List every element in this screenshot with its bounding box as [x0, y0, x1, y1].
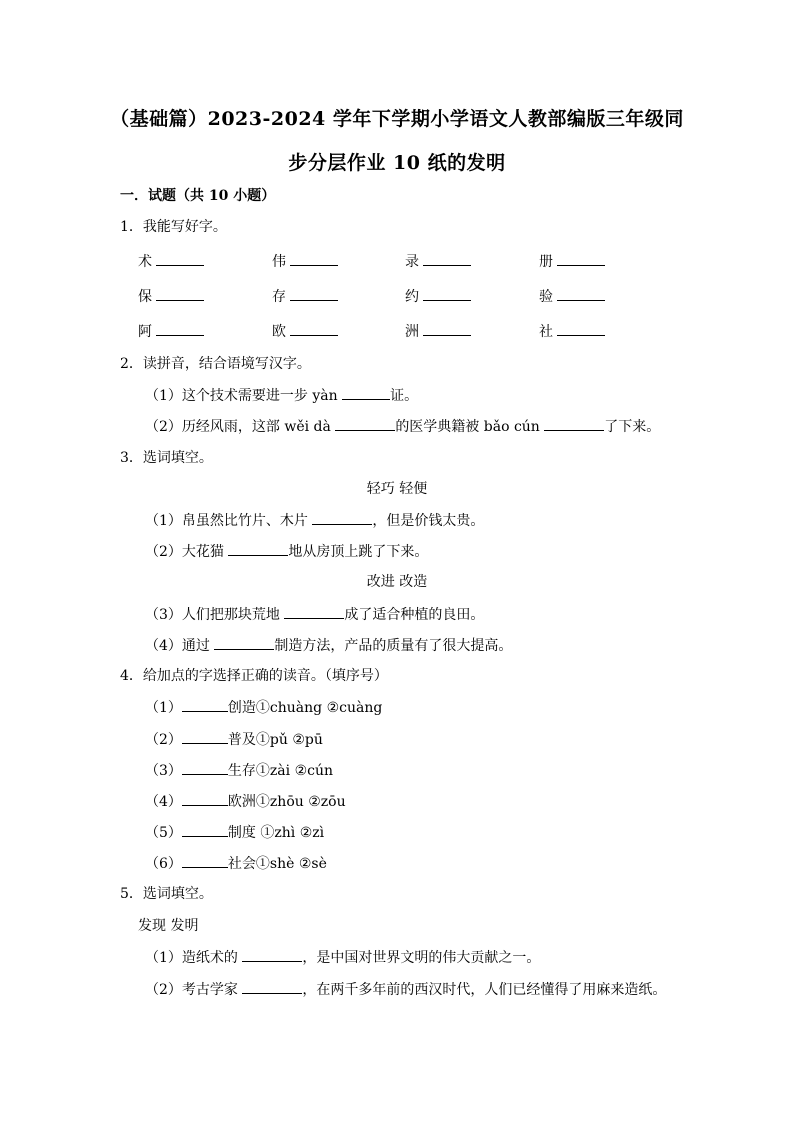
q4-item — [145, 730, 323, 749]
item-text: 普及①pǔ ②pū — [227, 732, 323, 748]
page-title-line1: （基础篇）2023-2024 学年下学期小学语文人教部编版三年级同 — [110, 108, 684, 130]
q3-sentence-2 — [145, 542, 428, 561]
sentence-text: （1）帛虽然比竹片、木片 — [145, 513, 313, 529]
answer-blank[interactable] — [557, 322, 605, 336]
q1-char: 洲 — [405, 324, 419, 340]
q3-prompt: 3．选词填空。 — [120, 450, 213, 466]
item-text: 社会①shè ②sè — [227, 856, 327, 872]
item-text: 创造①chuàng ②cuàng — [227, 700, 383, 716]
q1-char: 录 — [405, 254, 419, 270]
q1-char-cell — [138, 322, 204, 341]
sentence-text: 制造方法，产品的质量有了很大提高。 — [274, 638, 513, 654]
q1-char: 伟 — [272, 254, 286, 270]
q3-word-choices-2: 改进 改造 — [366, 574, 428, 590]
sentence-text: （2）历经风雨，这部 wěi dà — [145, 419, 336, 435]
sentence-text: （4）通过 — [145, 638, 215, 654]
q4-item — [145, 792, 346, 811]
q1-char: 阿 — [138, 324, 152, 340]
answer-blank[interactable] — [182, 823, 228, 837]
answer-blank[interactable] — [156, 252, 204, 266]
answer-blank[interactable] — [290, 287, 338, 301]
q3-sentence-1 — [145, 511, 484, 530]
sentence-text: （2）考古学家 — [145, 982, 243, 998]
item-number: （1） — [145, 700, 182, 716]
answer-blank[interactable] — [423, 287, 471, 301]
q1-char-cell — [138, 287, 204, 306]
answer-blank[interactable] — [182, 792, 228, 806]
q1-char-cell — [272, 322, 338, 341]
q1-char-cell — [272, 252, 338, 271]
q5-word-choices: 发现 发明 — [138, 918, 199, 934]
page-title-line2: 步分层作业 10 纸的发明 — [288, 152, 506, 174]
q2-sentence-1 — [145, 386, 418, 405]
answer-blank[interactable] — [214, 636, 274, 650]
answer-blank[interactable] — [182, 698, 228, 712]
q4-item — [145, 698, 382, 717]
q1-char: 社 — [539, 324, 553, 340]
answer-blank[interactable] — [557, 287, 605, 301]
sentence-text: ，但是价钱太贵。 — [372, 513, 485, 529]
answer-blank[interactable] — [182, 761, 228, 775]
item-text: 欧洲①zhōu ②zōu — [227, 794, 346, 810]
q1-char-cell — [539, 322, 605, 341]
answer-blank[interactable] — [284, 605, 344, 619]
answer-blank[interactable] — [544, 417, 604, 431]
answer-blank[interactable] — [156, 287, 204, 301]
item-number: （4） — [145, 794, 182, 810]
q1-char: 保 — [138, 289, 152, 305]
q4-item — [145, 823, 324, 842]
q1-prompt: 1．我能写好字。 — [120, 219, 227, 235]
item-text: 生存①zài ②cún — [227, 763, 333, 779]
q4-prompt: 4．给加点的字选择正确的读音。（填序号） — [120, 668, 388, 684]
q1-char-cell — [405, 287, 471, 306]
answer-blank[interactable] — [423, 322, 471, 336]
q2-prompt: 2．读拼音，结合语境写汉字。 — [120, 356, 311, 372]
item-text: 制度 ①zhì ②zì — [227, 825, 325, 841]
item-number: （5） — [145, 825, 182, 841]
answer-blank[interactable] — [156, 322, 204, 336]
q3-word-choices-1: 轻巧 轻便 — [366, 481, 428, 497]
answer-blank[interactable] — [182, 854, 228, 868]
q1-char: 欧 — [272, 324, 286, 340]
q1-char-cell — [539, 252, 605, 271]
q4-item — [145, 854, 327, 873]
sentence-text: ，是中国对世界文明的伟大贡献之一。 — [302, 950, 541, 966]
q5-prompt: 5．选词填空。 — [120, 886, 213, 902]
sentence-text: 证。 — [390, 388, 419, 404]
answer-blank[interactable] — [242, 948, 302, 962]
sentence-text: 地从房顶上跳了下来。 — [288, 544, 429, 560]
q1-char: 册 — [539, 254, 553, 270]
sentence-text: （2）大花猫 — [145, 544, 229, 560]
q3-sentence-3 — [145, 605, 484, 624]
item-number: （2） — [145, 732, 182, 748]
sentence-text: ，在两千多年前的西汉时代，人们已经懂得了用麻来造纸。 — [302, 982, 667, 998]
answer-blank[interactable] — [335, 417, 395, 431]
answer-blank[interactable] — [342, 386, 390, 400]
q1-char-cell — [272, 287, 338, 306]
q1-char: 约 — [405, 289, 419, 305]
sentence-text: （1）这个技术需要进一步 yàn — [145, 388, 343, 404]
answer-blank[interactable] — [242, 980, 302, 994]
sentence-text: 了下来。 — [604, 419, 661, 435]
q1-char: 术 — [138, 254, 152, 270]
sentence-text: （3）人们把那块荒地 — [145, 607, 285, 623]
q3-sentence-4 — [145, 636, 512, 655]
answer-blank[interactable] — [312, 511, 372, 525]
q5-sentence-1 — [145, 948, 540, 967]
answer-blank[interactable] — [557, 252, 605, 266]
sentence-text: （1）造纸术的 — [145, 950, 243, 966]
q1-char-cell — [405, 322, 471, 341]
sentence-text: 的医学典籍被 bǎo cún — [395, 419, 545, 435]
q1-char-cell — [539, 287, 605, 306]
item-number: （6） — [145, 856, 182, 872]
answer-blank[interactable] — [423, 252, 471, 266]
q1-char-cell — [405, 252, 471, 271]
section-heading: 一．试题（共 10 小题） — [120, 188, 276, 204]
q1-char: 验 — [539, 289, 553, 305]
sentence-text: 成了适合种植的良田。 — [344, 607, 485, 623]
q1-char: 存 — [272, 289, 286, 305]
answer-blank[interactable] — [228, 542, 288, 556]
q5-sentence-2 — [145, 980, 666, 999]
answer-blank[interactable] — [182, 730, 228, 744]
q1-char-cell — [138, 252, 204, 271]
q2-sentence-2 — [145, 417, 660, 436]
item-number: （3） — [145, 763, 182, 779]
q4-item — [145, 761, 333, 780]
answer-blank[interactable] — [290, 252, 338, 266]
answer-blank[interactable] — [290, 322, 338, 336]
